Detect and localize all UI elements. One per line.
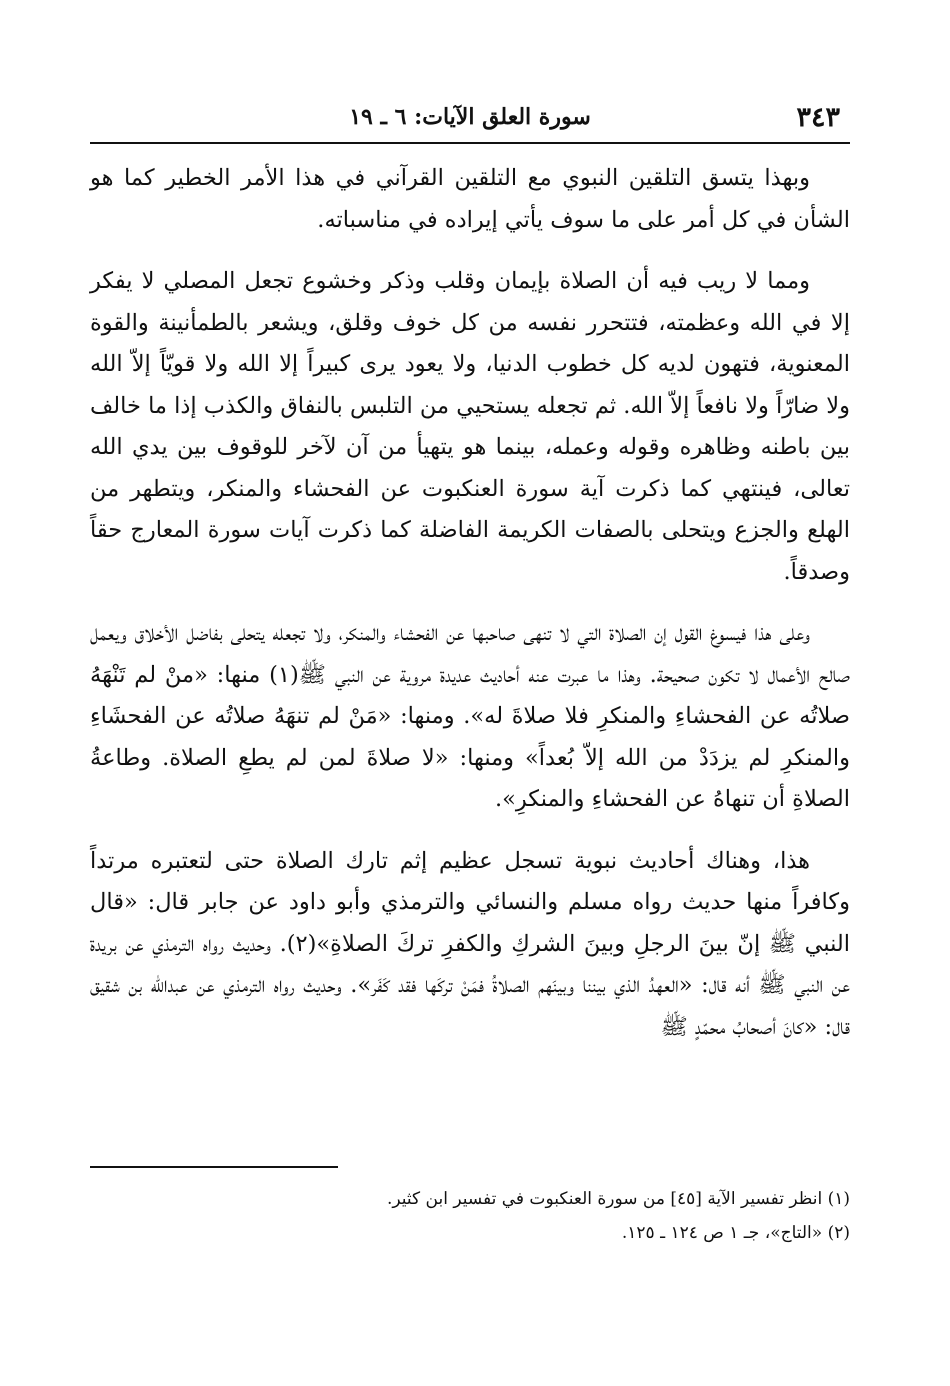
paragraph-2: ومما لا ريب فيه أن الصلاة بإيمان وقلب وذكر وخشوع تجعل المصلي لا يفكر إلا في الله وعظمته، فتتحرر نفسه من كل خوف وقلق، ويشعر بالطمأنينة والقوة المعنوية، فتهون لديه كل خطوب الدنيا، ولا يعود يرى كبيراً إلا الله ولا قويّاً إلاّ الله ولا ضارّاً ولا نافعاً إلاّ الله. ثم تجعله يستحيي من التلبس بالنفاق والكذب إذا ما خالف بين باطنه وظاهره وقوله وعمله، بينما هو يتهيأ من آن لآخر للوقوف بين يدي الله تعالى، فينتهي كما ذكرت آية سورة العنكبوت عن الفحشاء والمنكر، ويتطهر من الهلع والجزع ويتحلى بالصفات الكريمة الفاضلة كما ذكرت آيات سورة المعارج حقاً وصدقاً. <box>90 268 850 585</box>
footnote-divider <box>90 1166 338 1168</box>
paragraph-4: هذا، وهناك أحاديث نبوية تسجل عظيم إثم تارك الصلاة حتى لتعتبره مرتداً وكافراً منها حديث رواه مسلم والنسائي والترمذي وأبو داود عن جابر قال: «قال النبي ﷺ إنّ بينَ الرجلِ وبينَ الشركِ والكفرِ تركَ الصلاةِ»(٢). وحديث رواه الترمذي عن بريدة عن النبي ﷺ أنه قال: «العهدُ الذي بيننا وبينَهم الصلاةُ فمَنْ تركَها فقد كَفَر». وحديث رواه الترمذي عن عبدالله بن شقيق قال: «كانَ أصحابُ محمّدٍ ﷺ <box>90 847 851 1040</box>
footnote-2: (٢) «التاج»، جـ ١ ص ١٢٤ ـ ١٢٥. <box>621 1223 850 1243</box>
running-title: سورة العلق الآيات: ٦ ـ ١٩ <box>349 104 591 130</box>
page-number: ٣٤٣ <box>796 102 840 133</box>
paragraph-3: وعلى هذا فيسوغ القول إن الصلاة التي لا تنهى صاحبها عن الفحشاء والمنكر، ولا تجعله يتحلى بفاضل الأخلاق ويعمل صالح الأعمال لا تكون صحيحة. وهذا ما عبرت عنه أحاديث عديدة مروية عن النبي ﷺ(١) منها: «منْ لم تَنْهَهُ صلاتُه عن الفحشاءِ والمنكرِ فلا صلاةَ له». ومنها: «مَنْ لم تنهَهُ صلاتُه عن الفحشَاءِ والمنكرِ لم يزدَدْ من الله إلاّ بُعداً» ومنها: «لا صلاةَ لمن لم يطعِ الصلاة. وطاعةُ الصلاةِ أن تنهاهُ عن الفحشاءِ والمنكرِ». <box>90 620 850 812</box>
paragraph-1: وبهذا يتسق التلقين النبوي مع التلقين القرآني في هذا الأمر الخطير كما هو الشأن في كل أمر على ما سوف يأتي إيراده في مناسباته. <box>90 165 850 233</box>
body-text <box>90 158 850 1068</box>
footnote-1: (١) انظر تفسير الآية [٤٥] من سورة العنكبوت في تفسير ابن كثير. <box>386 1189 850 1209</box>
book-page <box>90 96 851 1243</box>
footnotes <box>90 1182 850 1250</box>
page-header <box>90 96 850 144</box>
